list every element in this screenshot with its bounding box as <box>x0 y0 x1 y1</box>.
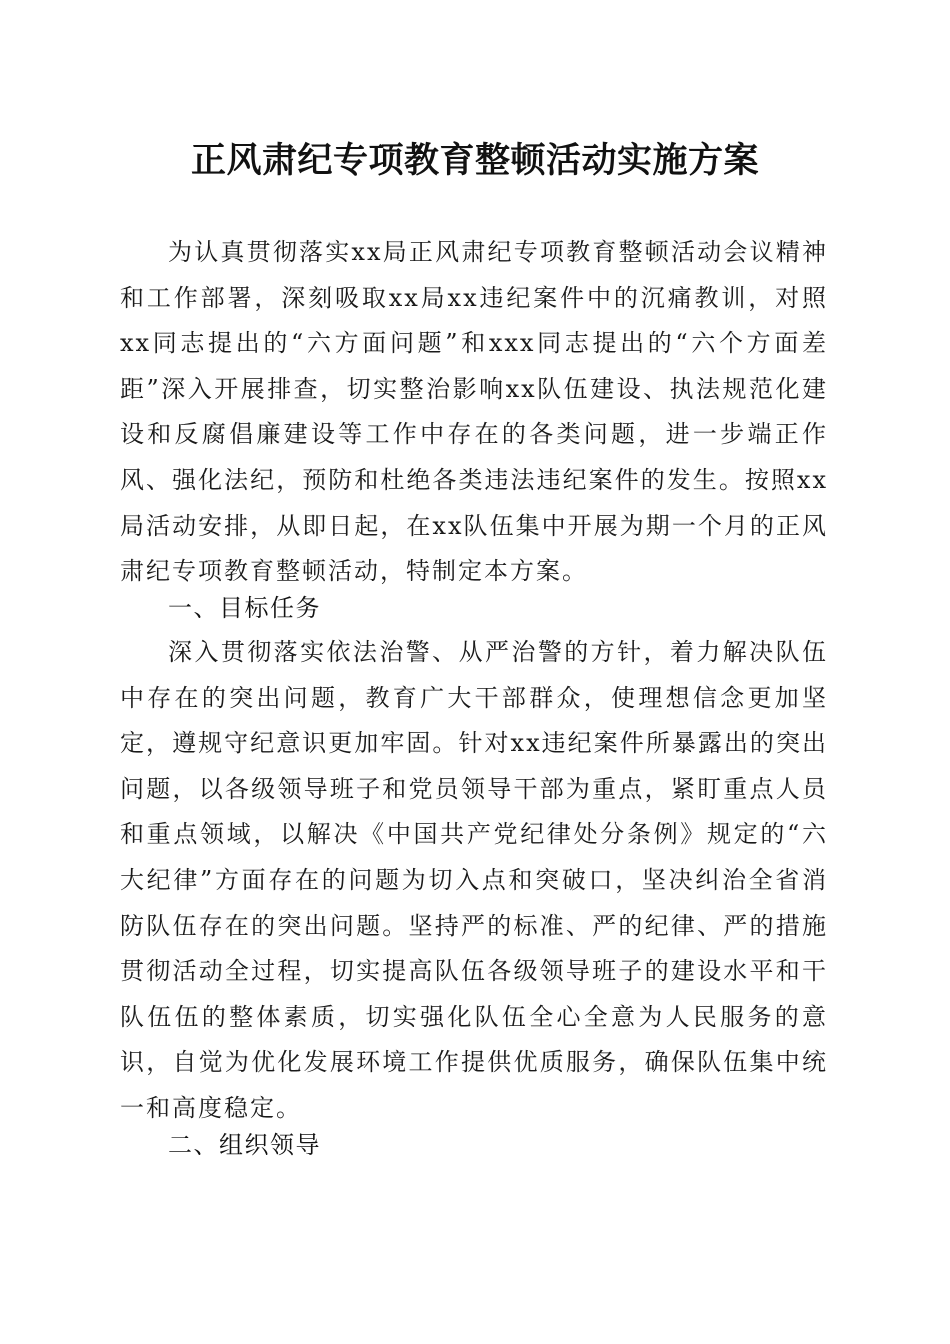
document-title: 正风肃纪专项教育整顿活动实施方案 <box>190 140 759 181</box>
intro-paragraph: 为认真贯彻落实xx局正风肃纪专项教育整顿活动会议精神和工作部署，深刻吸取xx局xx违纪案件中的沉痛教训，对照xx同志提出的“六方面问题”和xxx同志提出的“六个方面差距”深入开展排查，切实整治影响xx队伍建设、执法规范化建设和反腐倡廉建设等工作中存在的各类问题，进一步端正作风、强化法纪，预防和杜绝各类违法违纪案件的发生。按照xx局活动安排，从即日起，在xx队伍集中开展为期一个月的正风肃纪专项教育整顿活动，特制定本方案。 <box>120 238 828 586</box>
goals-paragraph: 深入贯彻落实依法治警、从严治警的方针，着力解决队伍中存在的突出问题，教育广大干部群众，使理想信念更加坚定，遵规守纪意识更加牢固。针对xx违纪案件所暴露出的突出问题，以各级领导班子和党员领导干部为重点，紧盯重点人员和重点领域，以解决《中国共产党纪律处分条例》规定的“六大纪律”方面存在的问题为切入点和突破口，坚决纠治全省消防队伍存在的突出问题。坚持严的标准、严的纪律、严的措施贯彻活动全过程，切实提高队伍各级领导班子的建设水平和干队伍伍的整体素质，切实强化队伍全心全意为人民服务的意识，自觉为优化发展环境工作提供优质服务，确保队伍集中统一和高度稳定。 <box>120 638 828 1122</box>
section-heading-organization: 二、组织领导 <box>168 1131 321 1159</box>
section-heading-goals: 一、目标任务 <box>168 594 321 622</box>
